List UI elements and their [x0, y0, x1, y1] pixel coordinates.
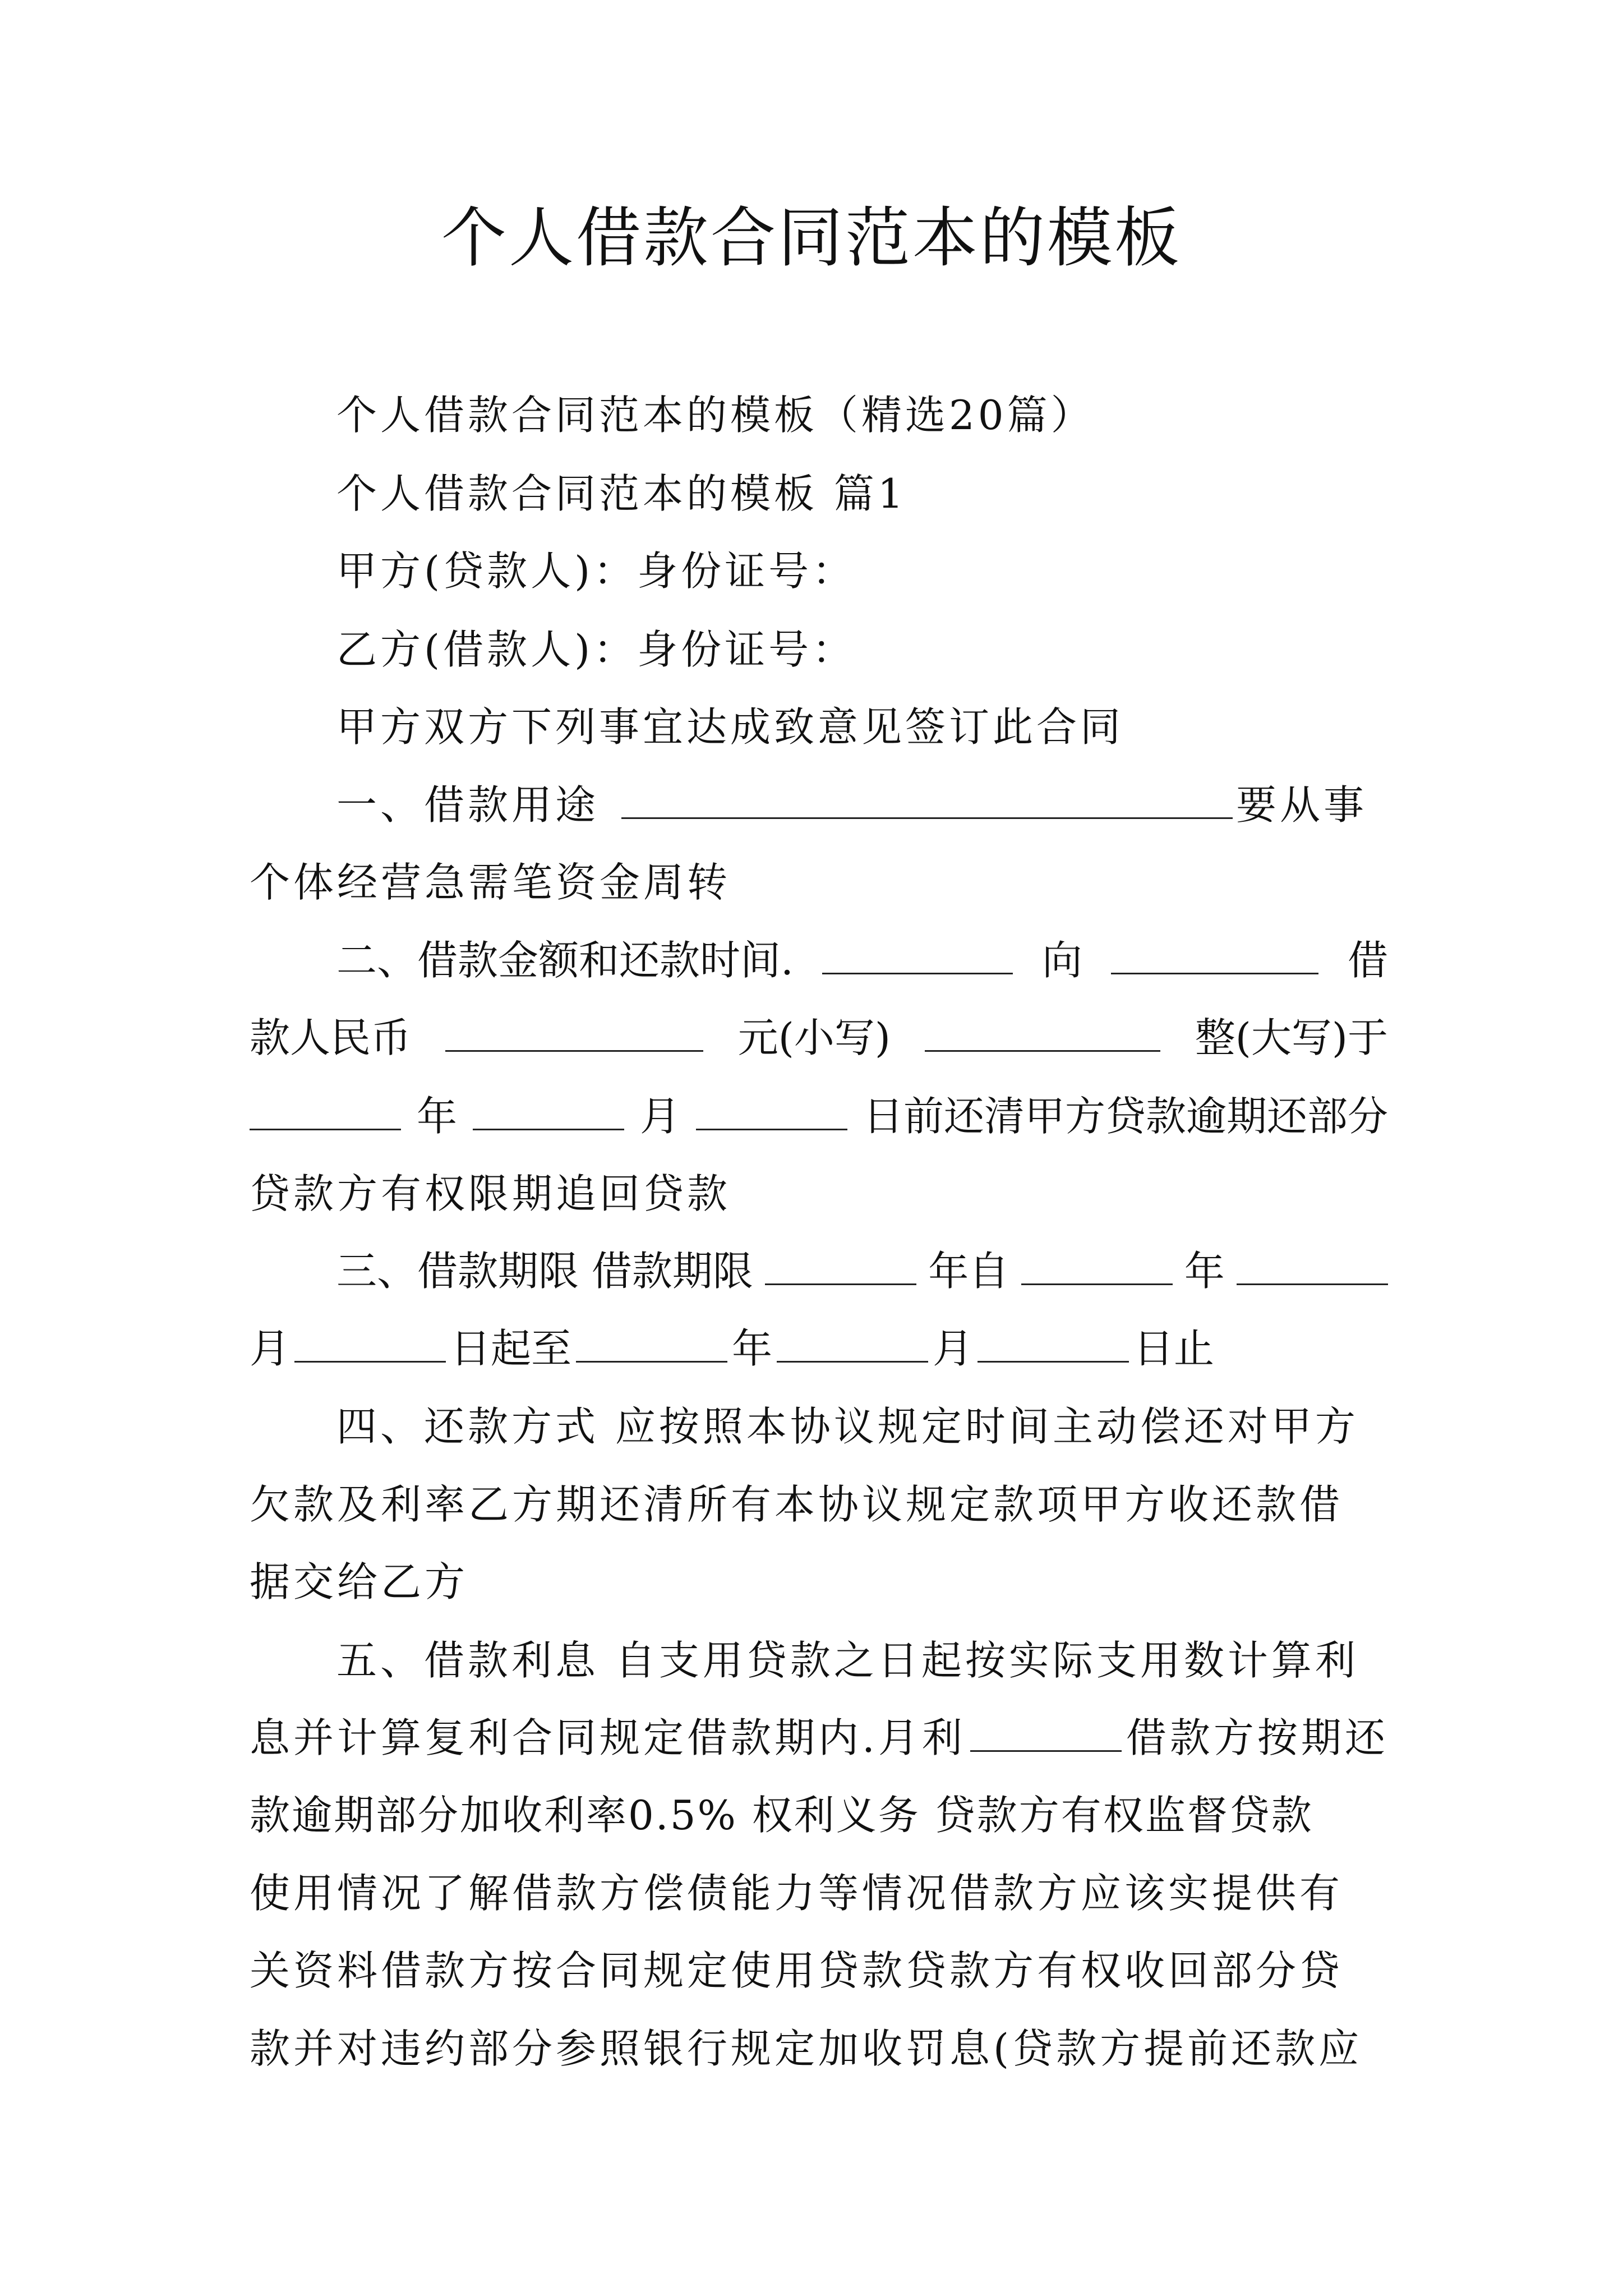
clause-2-line-3	[250, 1088, 1388, 1144]
blank-field	[765, 1249, 916, 1285]
text-span: 借款方按期还	[1126, 1714, 1389, 1761]
section-heading: 个人借款合同范本的模板 篇1	[336, 470, 907, 517]
blank-field	[925, 1015, 1160, 1052]
text-span: 年	[731, 1325, 772, 1372]
blank-field	[1111, 938, 1318, 974]
agreement-line: 甲方双方下列事宜达成致意见签订此合同	[336, 703, 1124, 751]
text-span: 日起至	[450, 1325, 571, 1372]
text-span: 日止	[1133, 1325, 1214, 1372]
clause-2-line	[336, 932, 1388, 988]
paragraph-line: 欠款及利率乙方期还清所有本协议规定款项甲方收还款借	[250, 1481, 1344, 1528]
party-a-line: 甲方(贷款人)：身份证号：	[336, 547, 856, 595]
text-span: 元(小写)	[737, 1014, 891, 1061]
text-span: 年自	[928, 1248, 1009, 1295]
text-span: 年	[1184, 1248, 1225, 1295]
blank-field	[250, 1094, 401, 1130]
text-span: 息并计算复利合同规定借款期内.月利	[250, 1714, 966, 1761]
clause-3-label: 三、借款期限 借款期限	[336, 1248, 753, 1295]
clause-2-line-2	[250, 1010, 1388, 1066]
paragraph-line: 贷款方有权限期追回贷款	[250, 1170, 731, 1217]
blank-field	[621, 783, 1233, 819]
party-b-line: 乙方(借款人)：身份证号：	[336, 626, 856, 673]
clause-4-line: 四、还款方式 应按照本协议规定时间主动偿还对甲方	[336, 1403, 1359, 1450]
clause-3-line-2	[250, 1320, 1214, 1377]
clause-2-label: 二、借款金额和还款时间.	[336, 937, 794, 984]
text-span: 月	[639, 1093, 680, 1140]
clause-5-line-2	[250, 1710, 1389, 1766]
blank-field	[777, 1326, 928, 1363]
blank-field	[696, 1094, 847, 1130]
clause-5-line: 五、借款利息 自支用贷款之日起按实际支用数计算利	[336, 1637, 1359, 1684]
clause-1-line	[336, 777, 1367, 833]
clause-1-label: 一、借款用途	[336, 781, 600, 829]
clause-3-line	[336, 1243, 1388, 1299]
clause-1-tail: 要从事	[1236, 781, 1368, 829]
blank-field	[822, 938, 1013, 974]
blank-field	[576, 1326, 727, 1363]
paragraph-line: 款并对违约部分参照银行规定加收罚息(贷款方提前还款应	[250, 2025, 1363, 2072]
text-span: 款人民币	[250, 1014, 412, 1061]
blank-field	[970, 1715, 1122, 1752]
text-span: 月	[250, 1325, 291, 1372]
subtitle-line: 个人借款合同范本的模板（精选20篇）	[336, 392, 1095, 439]
text-span: 借	[1347, 937, 1388, 984]
paragraph-line: 据交给乙方	[250, 1558, 469, 1605]
blank-field	[445, 1015, 703, 1052]
blank-field	[978, 1326, 1129, 1363]
text-span: 向	[1041, 937, 1082, 984]
text-span: 年	[416, 1093, 457, 1140]
paragraph-line: 使用情况了解借款方偿债能力等情况借款方应该实提供有	[250, 1870, 1344, 1917]
paragraph-line: 个体经营急需笔资金周转	[250, 859, 731, 906]
blank-field	[1021, 1249, 1173, 1285]
paragraph-line: 关资料借款方按合同规定使用贷款贷款方有权收回部分贷	[250, 1947, 1344, 1994]
blank-field	[1237, 1249, 1388, 1285]
text-span: 日前还清甲方贷款逾期还部分	[863, 1093, 1388, 1140]
blank-field	[473, 1094, 624, 1130]
paragraph-line: 款逾期部分加收利率0.5% 权利义务 贷款方有权监督贷款	[250, 1792, 1313, 1839]
document-title: 个人借款合同范本的模板	[441, 200, 1182, 276]
text-span: 月	[932, 1325, 973, 1372]
text-span: 整(大写)于	[1195, 1014, 1388, 1061]
blank-field	[294, 1326, 446, 1363]
